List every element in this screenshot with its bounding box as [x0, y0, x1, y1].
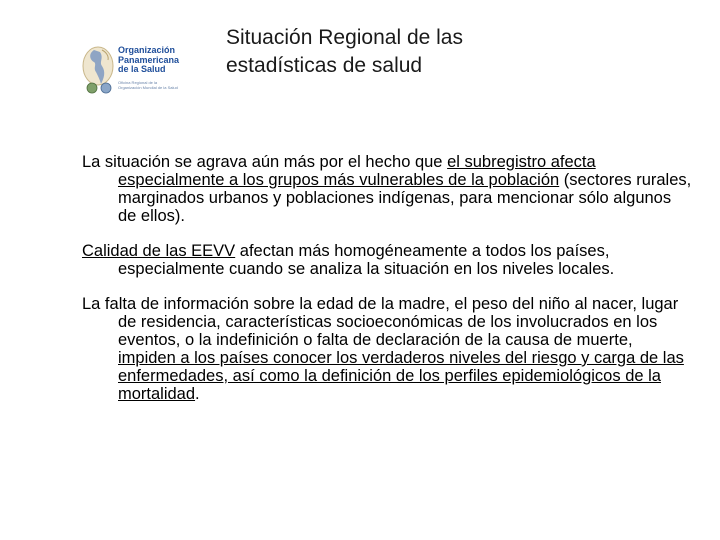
paho-logo — [80, 40, 212, 96]
logo-name-line: Panamericana — [118, 54, 180, 65]
logo-subtitle — [118, 80, 214, 90]
slide-body — [82, 153, 692, 420]
paragraph-underregistration — [82, 153, 692, 225]
logo-sub-line: Organización Mundial de la Salud — [118, 85, 178, 90]
logo-organization-name — [118, 46, 214, 75]
logo-name-line: de la Salud — [118, 64, 166, 74]
paragraph-text: La situación se agrava aún más por el hecho que — [82, 153, 448, 171]
slide-title-line-1: Situación Regional de las — [226, 26, 463, 49]
paragraph-eevv-quality — [82, 242, 692, 278]
paragraph-text: La falta de información sobre la edad de la madre, el peso del niño al nacer, lugar de residencia, características socioeconómicas de los involucrados en los eventos, o la indefinición o falta de declaración de la causa de muerte, — [82, 295, 679, 349]
paragraph-text: (sectores rurales, marginados urbanos y poblaciones indígenas, para mencionar sólo algunos de ellos). — [118, 171, 692, 225]
slide-title — [226, 24, 463, 80]
underlined-text: Calidad de las EEVV — [82, 242, 236, 260]
underlined-text: impiden a los países conocer los verdaderos niveles del riesgo y carga de las enfermedades, así como la definición de los perfiles epidemiológicos de la mortalidad — [118, 349, 684, 403]
logo-sub-line: Oficina Regional de la — [118, 80, 158, 85]
paragraph-missing-information — [82, 295, 692, 403]
slide-title-line-2: estadísticas de salud — [226, 54, 423, 77]
paragraph-text: . — [195, 385, 200, 403]
paragraph-text: afectan más homogéneamente a todos los países, especialmente cuando se analiza la situación en los niveles locales. — [118, 242, 615, 278]
underlined-text: el subregistro afecta especialmente a los grupos más vulnerables de la población — [118, 153, 596, 189]
logo-name-line: Organización — [118, 45, 176, 55]
emblem-seals-icon — [86, 82, 114, 94]
